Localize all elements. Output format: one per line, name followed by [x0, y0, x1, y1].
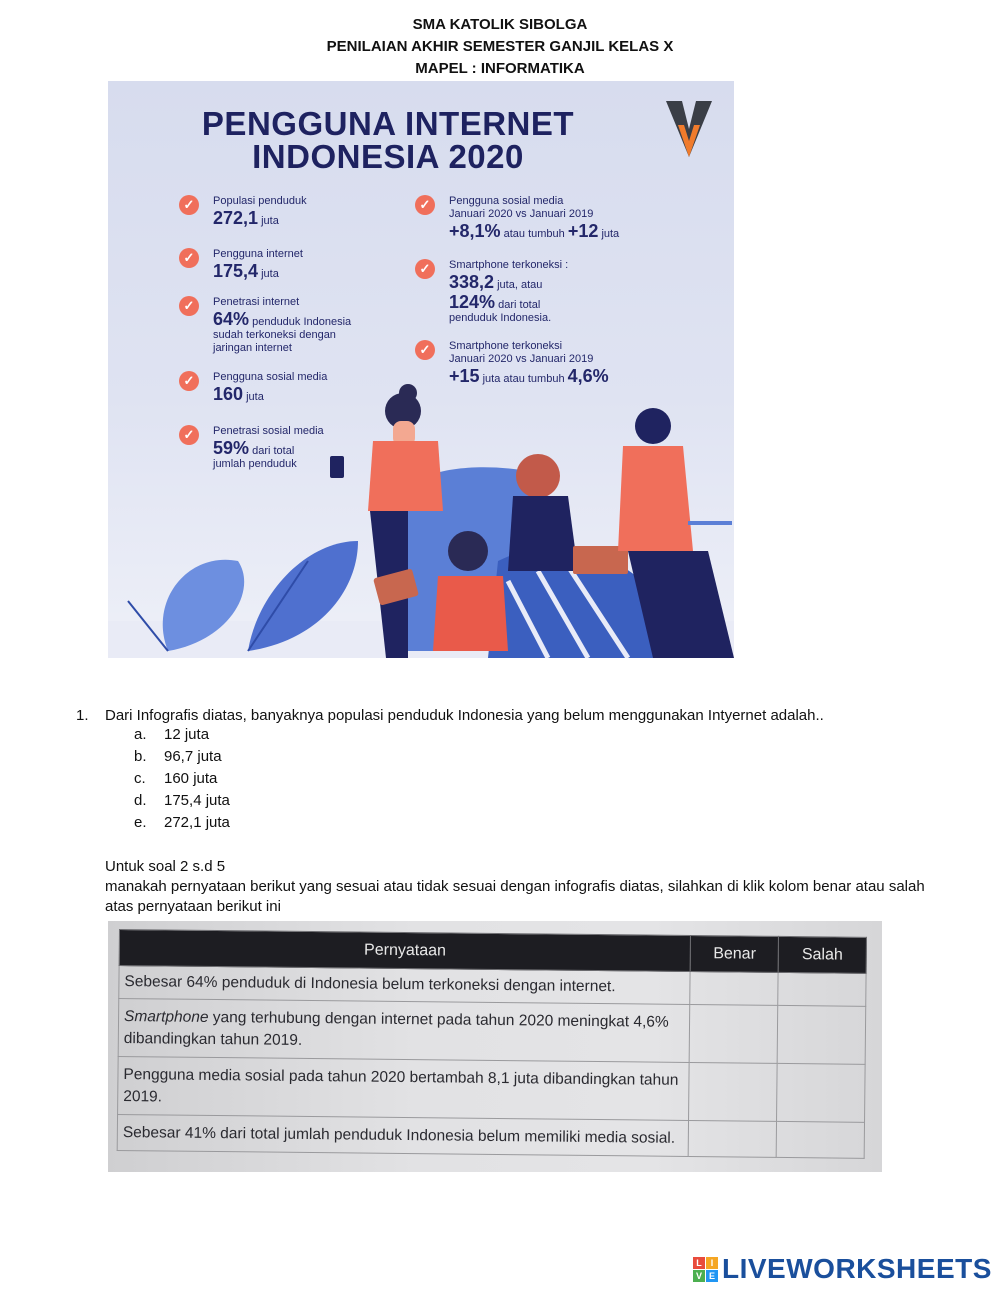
statement-text: Sebesar 64% penduduk di Indonesia belum terkoneksi dengan internet. [119, 966, 691, 1005]
check-icon: ✓ [179, 248, 199, 268]
check-icon: ✓ [179, 425, 199, 445]
stat-extra: sudah terkoneksi dengan jaringan internet [213, 329, 336, 354]
salah-cell[interactable] [776, 1121, 864, 1158]
mark-letter: V [693, 1270, 705, 1282]
stat-internet-penetration [183, 296, 383, 355]
exam-title: PENILAIAN AKHIR SEMESTER GANJIL KELAS X [326, 38, 674, 55]
liveworksheets-mark-icon [693, 1257, 718, 1282]
header-statement: Pernyataan [119, 930, 691, 972]
stat-label: Pengguna internet [213, 248, 303, 260]
option-letter: a. [134, 726, 147, 743]
statement-text [118, 999, 690, 1063]
statement-table [117, 929, 867, 1159]
liveworksheets-text: LIVEWORKSHEETS [722, 1253, 992, 1284]
option-letter: e. [134, 814, 147, 831]
stat-value: 338,2 [449, 272, 495, 292]
instructions-text: manakah pernyataan berikut yang sesuai atau tidak sesuai dengan infografis diatas, silahkan di klik kolom benar atau salah atas pernyataan berikut ini [105, 878, 925, 915]
infographic-title-line1: PENGGUNA INTERNET [201, 105, 575, 142]
check-icon: ✓ [415, 340, 435, 360]
benar-cell[interactable] [690, 1004, 778, 1063]
stat-unit: juta, atau [497, 279, 543, 291]
infographic [108, 81, 734, 658]
school-name: SMA KATOLIK SIBOLGA [412, 16, 588, 33]
check-icon: ✓ [179, 195, 199, 215]
question-number: 1. [76, 707, 89, 724]
stat-value: 59% [213, 438, 250, 458]
option-letter: c. [134, 770, 146, 787]
mark-letter: L [693, 1257, 705, 1269]
stat-value: +12 [567, 221, 599, 241]
stat-unit: juta [246, 391, 264, 403]
stat-unit: juta [261, 268, 279, 280]
stat-value: +15 [449, 366, 480, 386]
brand-v-logo-icon [664, 99, 714, 161]
stat-value: 4,6% [567, 366, 609, 386]
header-salah: Salah [778, 936, 866, 973]
stat-value: 160 [213, 384, 244, 404]
header-benar: Benar [691, 935, 779, 972]
option-letter: b. [134, 748, 147, 765]
table-row [118, 999, 866, 1065]
instructions [105, 857, 945, 917]
infographic-title [108, 107, 668, 173]
check-icon: ✓ [415, 195, 435, 215]
stat-extra: penduduk Indonesia. [449, 312, 552, 324]
stat-label: Penetrasi sosial media [213, 425, 324, 437]
stat-population [183, 195, 413, 228]
salah-cell[interactable] [778, 972, 866, 1006]
stat-label: Pengguna sosial media [449, 195, 564, 207]
mark-letter: E [706, 1270, 718, 1282]
statement-emphasis: Smartphone [123, 1007, 209, 1026]
stat-extra: jumlah penduduk [213, 458, 297, 470]
stat-unit: juta [601, 228, 620, 240]
stat-label: Januari 2020 vs Januari 2019 [449, 353, 594, 365]
mark-letter: I [706, 1257, 718, 1269]
stat-value: +8,1% [449, 221, 501, 241]
check-icon: ✓ [179, 296, 199, 316]
stat-unit: dari total [498, 299, 541, 311]
stat-label: Penetrasi internet [213, 296, 300, 308]
table-row [117, 1114, 864, 1158]
stat-social-growth [419, 195, 679, 241]
option-text: 160 juta [164, 770, 218, 787]
benar-cell[interactable] [689, 1062, 777, 1121]
stat-unit: juta atau tumbuh [482, 373, 565, 385]
question-text: Dari Infografis diatas, banyaknya populasi penduduk Indonesia yang belum menggunakan Intyernet adalah.. [105, 707, 824, 724]
option-text: 12 juta [164, 726, 210, 743]
stat-unit: dari total [252, 445, 295, 457]
stat-label: Januari 2020 vs Januari 2019 [449, 208, 594, 220]
stat-label: Populasi penduduk [213, 195, 307, 207]
option-text: 96,7 juta [164, 748, 222, 765]
subject-title: MAPEL : INFORMATIKA [415, 60, 585, 77]
option-text: 175,4 juta [164, 792, 230, 809]
table-row [118, 1056, 866, 1122]
document-header [0, 14, 1000, 80]
check-icon: ✓ [415, 259, 435, 279]
instructions-heading: Untuk soal 2 s.d 5 [105, 858, 226, 875]
statement-text: Sebesar 41% dari total jumlah penduduk Indonesia belum memiliki media sosial. [117, 1114, 689, 1156]
option-text: 272,1 juta [164, 814, 230, 831]
stat-value: 272,1 [213, 208, 259, 228]
stat-unit: juta [261, 215, 279, 227]
stat-value: 175,4 [213, 261, 259, 281]
statement-table-photo [108, 921, 882, 1172]
stat-smartphones [419, 259, 649, 325]
salah-cell[interactable] [777, 1005, 865, 1064]
salah-cell[interactable] [777, 1063, 865, 1122]
benar-cell[interactable] [690, 971, 778, 1005]
stat-internet-users [183, 248, 413, 281]
check-icon: ✓ [179, 371, 199, 391]
benar-cell[interactable] [689, 1120, 777, 1157]
infographic-title-line2: INDONESIA 2020 [252, 138, 524, 175]
statement-rest: yang terhubung dengan internet pada tahun 2020 meningkat 4,6% dibandingkan tahun 2019. [123, 1008, 669, 1049]
stat-value: 124% [449, 292, 496, 312]
stat-label: Smartphone terkoneksi [449, 340, 563, 352]
option-letter: d. [134, 792, 147, 809]
stat-unit: penduduk Indonesia [252, 316, 352, 328]
stat-unit: atau tumbuh [503, 228, 565, 240]
stat-label: Smartphone terkoneksi : [449, 259, 569, 271]
people-illustration [108, 351, 734, 658]
statement-text: Pengguna media sosial pada tahun 2020 bertambah 8,1 juta dibandingkan tahun 2019. [118, 1056, 690, 1120]
stat-label: Pengguna sosial media [213, 371, 328, 383]
stat-value: 64% [213, 309, 250, 329]
liveworksheets-logo [693, 1253, 992, 1285]
